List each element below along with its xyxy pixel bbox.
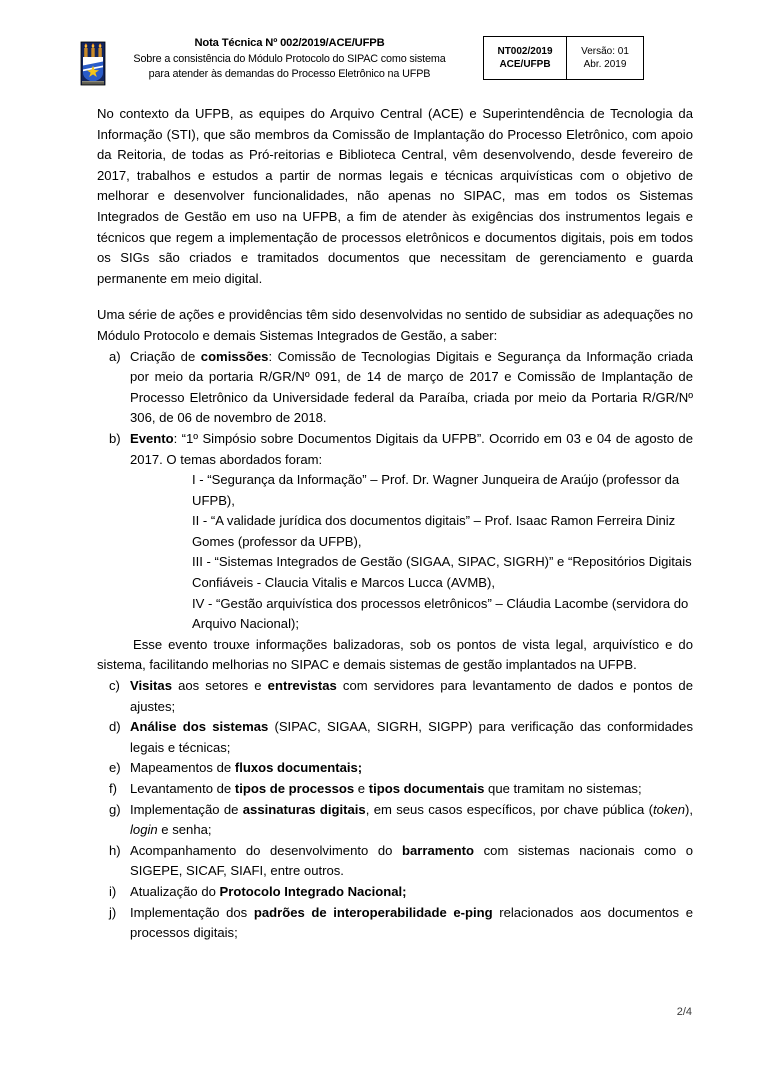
list-item-text-segment: e bbox=[354, 781, 369, 796]
list-item-marker: i) bbox=[109, 883, 117, 899]
list-item-text-segment: Acompanhamento do desenvolvimento do bbox=[130, 842, 402, 858]
header-box-code-cell bbox=[484, 37, 567, 79]
list-item-text-segment: barramento bbox=[402, 842, 475, 858]
paragraph-event-outcome: Esse evento trouxe informações balizadoras, sob os pontos de vista legal, arquivístico e do sistema, facilitando melhorias no SIPAC e demais sistemas de gestão implantados na UFPB. bbox=[97, 636, 693, 673]
list-item-text-segment: Protocolo Integrado Nacional; bbox=[219, 883, 407, 899]
list-item bbox=[97, 841, 693, 882]
list-item-text-segment: login bbox=[130, 822, 158, 838]
list-item bbox=[97, 758, 693, 779]
list-item bbox=[97, 347, 693, 429]
list-item-text-segment: (SIPAC, SIGAA, SIGRH, SIGPP) para verificação das conformidades legais e técnicas; bbox=[130, 719, 694, 755]
sub-list bbox=[130, 470, 693, 635]
list-item-text-segment: Mapeamentos de bbox=[130, 760, 235, 776]
paragraph-context: No contexto da UFPB, as equipes do Arquivo Central (ACE) e Superintendência de Tecnologia da Informação (STI), que são membros da Comissão de Implantação do Processo Eletrônico, com apoio da Reitoria, de todas as Pró-reitorias e Biblioteca Central, vêm desenvolvendo, desde fevereiro de 2017, trabalhos e estudos a partir de normas legais e técnicas arquivísticas com o objetivo de melhorar e desenvolver funcionalidades, não apenas no SIPAC, mas em todos os Sistemas Integrados de Gestão em uso na UFPB, a fim de atender às exigências dos instrumentos legais e técnicos que regem a implementação de processos eletrônicos e documentos digitais, pois em todos os SIGs são criados e tramitados documentos que necessitam de gerenciamento e guarda permanente em meio digital. bbox=[97, 106, 693, 286]
list-item-text-segment: entrevistas bbox=[267, 678, 337, 694]
list-item-text-segment: Visitas bbox=[130, 678, 172, 694]
list-item bbox=[97, 882, 693, 903]
page-number: 2/4 bbox=[676, 1006, 692, 1018]
page-footer bbox=[0, 1006, 764, 1018]
sub-list-item: I - “Segurança da Informação” – Prof. Dr. Wagner Junqueira de Araújo (professor da UFPB), bbox=[192, 472, 680, 508]
list-item-text-segment: Evento bbox=[130, 430, 174, 446]
list-item-text-segment: Criação de bbox=[130, 348, 201, 364]
list-item-text-segment: Análise dos sistemas bbox=[130, 719, 269, 735]
header-box-code-line1: NT002/2019 bbox=[497, 45, 553, 57]
list-item-body bbox=[130, 800, 693, 841]
list-item-text-segment: token bbox=[652, 801, 685, 817]
list-item-text-segment: ), bbox=[684, 801, 693, 817]
header-box-version: Versão: 01 bbox=[581, 45, 629, 57]
list-item bbox=[97, 429, 693, 635]
list-item-text-segment: com sistemas nacionais como o SIGEPE, SICAF, SIAFI, entre outros. bbox=[130, 842, 693, 879]
document-body bbox=[97, 104, 693, 944]
list-item-body bbox=[130, 903, 693, 944]
list-item-text-segment: que tramitam no sistemas; bbox=[484, 781, 642, 796]
list-item-text-segment: aos setores e bbox=[171, 678, 268, 694]
list-item-body bbox=[130, 429, 693, 635]
list-item-marker: g) bbox=[109, 801, 121, 817]
header-title-block bbox=[114, 36, 465, 83]
list-item-marker: h) bbox=[109, 842, 121, 858]
list-item-body bbox=[130, 717, 693, 758]
list-item-body bbox=[130, 347, 693, 429]
list-item-text-segment: padrões de interoperabilidade e-ping bbox=[253, 904, 493, 920]
list-item-marker: c) bbox=[109, 678, 120, 694]
list-item-text-segment: Levantamento de bbox=[130, 781, 235, 796]
header-identification-box bbox=[483, 36, 644, 80]
list-item-body bbox=[130, 758, 693, 779]
crest-cell bbox=[72, 36, 114, 86]
header-title-sub-2: para atender às demandas do Processo Eletrônico na UFPB bbox=[148, 68, 431, 80]
list-item-body bbox=[130, 882, 693, 903]
list-item bbox=[97, 800, 693, 841]
list-item-text-segment: comissões bbox=[200, 348, 269, 364]
sub-list-item: IV - “Gestão arquivística dos processos eletrônicos” – Cláudia Lacombe (servidora do Arquivo Nacional); bbox=[192, 595, 689, 632]
list-item bbox=[97, 717, 693, 758]
sub-list-item: III - “Sistemas Integrados de Gestão (SIGAA, SIPAC, SIGRH)” e “Repositórios Digitais Confiáveis - Claucia Vitalis e Marcos Lucca (AVMB), bbox=[192, 554, 692, 591]
header-box-code-line2: ACE/UFPB bbox=[499, 59, 551, 70]
list-item-text-segment: fluxos documentais; bbox=[234, 760, 363, 776]
paragraph-event-outcome-wrapper bbox=[97, 635, 693, 676]
list-item-marker: a) bbox=[109, 348, 121, 364]
list-item bbox=[97, 903, 693, 944]
list-item-text-segment: : Comissão de Tecnologias Digitais e Segurança da Informação criada por meio da portaria R/GR/Nº 091, de 14 de março de 2017 e Comissão de Implantação de Processo Eletrônico da Universidade federal da Paraíba, criada por meio da Portaria R/GR/Nº 306, de 06 de novembro de 2018. bbox=[130, 348, 693, 426]
list-item bbox=[97, 779, 693, 800]
list-item-marker: j) bbox=[109, 904, 117, 920]
header-box-version-cell bbox=[567, 37, 643, 79]
ufpb-coat-of-arms-icon bbox=[80, 41, 106, 86]
document-header bbox=[72, 36, 644, 86]
list-item-text-segment: assinaturas digitais bbox=[242, 801, 366, 817]
list-item-text-segment: relacionados aos documentos e processos digitais; bbox=[130, 904, 693, 941]
list-item-marker: f) bbox=[109, 781, 117, 796]
list-item-text-segment: e senha; bbox=[157, 822, 212, 838]
paragraph-actions-intro: Uma série de ações e providências têm sido desenvolvidas no sentido de subsidiar as adequações no Módulo Protocolo e demais Sistemas Integrados de Gestão, a saber: bbox=[97, 307, 693, 343]
list-item-text-segment: tipos documentais bbox=[368, 781, 485, 796]
list-item-marker: d) bbox=[109, 719, 121, 735]
list-item-text-segment: Atualização do bbox=[130, 883, 220, 899]
sub-list-item: II - “A validade jurídica dos documentos digitais” – Prof. Isaac Ramon Ferreira Diniz Gomes (professor da UFPB), bbox=[192, 513, 676, 549]
header-box-date: Abr. 2019 bbox=[583, 59, 627, 70]
list-item-text-segment: Implementação dos bbox=[130, 904, 254, 920]
list-item-body bbox=[130, 676, 693, 717]
list-item bbox=[97, 676, 693, 717]
list-item-text-segment: tipos de processos bbox=[234, 781, 355, 796]
header-title-sub-1: Sobre a consistência do Módulo Protocolo do SIPAC como sistema bbox=[133, 52, 446, 65]
list-item-marker: b) bbox=[109, 430, 121, 446]
list-item-text-segment: : “1º Simpósio sobre Documentos Digitais da UFPB”. Ocorrido em 03 e 04 de agosto de 2017. O temas abordados foram: bbox=[130, 430, 693, 467]
list-item-text-segment: com servidores para levantamento de dados e pontos de ajustes; bbox=[130, 678, 693, 714]
list-item-text-segment: , em seus casos específicos, por chave pública ( bbox=[365, 801, 653, 817]
list-item-text-segment: Implementação de bbox=[130, 801, 243, 817]
list-item-marker: e) bbox=[109, 760, 121, 776]
list-item-body bbox=[130, 779, 693, 800]
header-title-main: Nota Técnica Nº 002/2019/ACE/UFPB bbox=[194, 37, 385, 49]
actions-list bbox=[97, 347, 693, 944]
list-item-body bbox=[130, 841, 693, 882]
